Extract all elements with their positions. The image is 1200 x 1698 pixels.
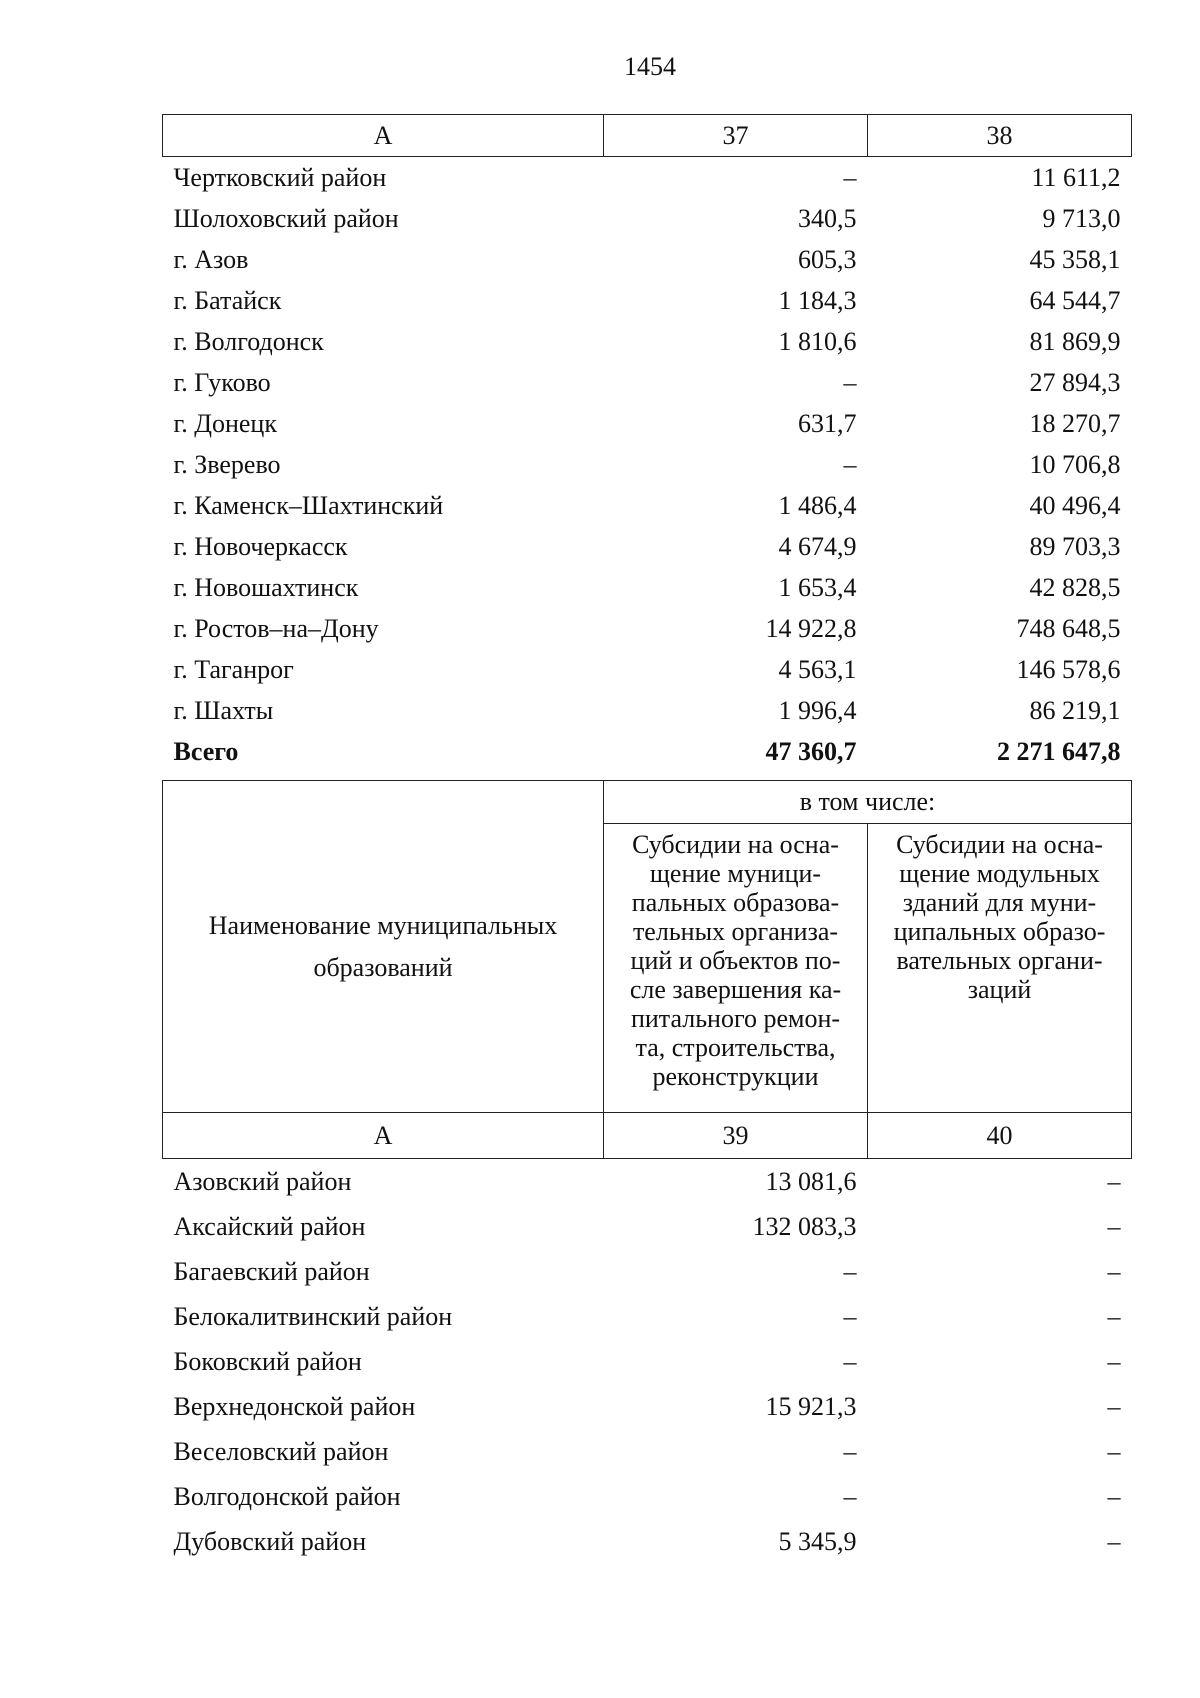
table-row bbox=[163, 567, 1132, 608]
value-c37: 340,5 bbox=[798, 204, 857, 233]
budget-table-part-2 bbox=[162, 780, 1132, 1564]
municipality-name: г. Азов bbox=[173, 245, 249, 274]
value-c37: 1 486,4 bbox=[778, 491, 857, 520]
value-c37: 605,3 bbox=[798, 245, 857, 274]
municipality-name: г. Ростов–на–Дону bbox=[173, 614, 379, 643]
municipality-name: г. Каменск–Шахтинский bbox=[173, 491, 444, 520]
table-row bbox=[163, 690, 1132, 731]
value-c39: – bbox=[843, 1437, 857, 1466]
table-row bbox=[163, 1204, 1132, 1249]
table-row bbox=[163, 362, 1132, 403]
value-c38: 18 270,7 bbox=[1029, 409, 1121, 438]
column-39-header: Субсидии на осна- щение муници- пальных образова- тельных организа- ций и объектов по- сле завершения ка- питального ремон- та, строительства, реконструкции bbox=[604, 824, 868, 1113]
municipality-name-header: Наименование муниципальных образований bbox=[163, 781, 604, 1113]
table-row bbox=[163, 608, 1132, 649]
value-c39: – bbox=[843, 1347, 857, 1376]
value-c38: 146 578,6 bbox=[1016, 655, 1121, 684]
value-c40: – bbox=[1107, 1347, 1121, 1376]
value-c37: – bbox=[843, 163, 857, 192]
value-c38: 748 648,5 bbox=[1016, 614, 1121, 643]
municipality-name: Чертковский район bbox=[173, 163, 387, 192]
municipality-name: г. Таганрог bbox=[173, 655, 294, 684]
table-row bbox=[163, 280, 1132, 321]
column-40-header: Субсидии на осна- щение модульных зданий для муни- ципальных образо- вательных органи- заций bbox=[868, 824, 1132, 1113]
value-c38: 42 828,5 bbox=[1029, 573, 1121, 602]
value-c37: 1 184,3 bbox=[778, 286, 857, 315]
value-c39: 5 345,9 bbox=[778, 1527, 857, 1556]
value-c40: – bbox=[1107, 1527, 1121, 1556]
municipality-name: Боковский район bbox=[173, 1347, 362, 1376]
value-c37: 631,7 bbox=[798, 409, 857, 438]
value-c38: 9 713,0 bbox=[1042, 204, 1121, 233]
column-index-37: 37 bbox=[604, 115, 868, 157]
value-c38: 11 611,2 bbox=[1031, 163, 1121, 192]
column-index-a: А bbox=[163, 115, 604, 157]
table-row bbox=[163, 198, 1132, 239]
table-row bbox=[163, 1294, 1132, 1339]
municipality-name: Волгодонской район bbox=[173, 1482, 401, 1511]
table-row bbox=[163, 1384, 1132, 1429]
value-c38: 45 358,1 bbox=[1029, 245, 1121, 274]
table-row bbox=[163, 649, 1132, 690]
value-c38: 2 271 647,8 bbox=[997, 737, 1121, 766]
municipality-name: г. Батайск bbox=[173, 286, 282, 315]
value-c37: 4 563,1 bbox=[778, 655, 857, 684]
value-c37: – bbox=[843, 450, 857, 479]
municipality-name: г. Шахты bbox=[173, 696, 274, 725]
column-index-40: 40 bbox=[868, 1113, 1132, 1159]
value-c37: 1 810,6 bbox=[778, 327, 857, 356]
municipality-name: г. Новочеркасск bbox=[173, 532, 348, 561]
table-row bbox=[163, 1519, 1132, 1564]
municipality-name: Всего bbox=[173, 737, 239, 766]
municipality-name: Аксайский район bbox=[173, 1212, 366, 1241]
value-c37: 1 653,4 bbox=[778, 573, 857, 602]
value-c38: 40 496,4 bbox=[1029, 491, 1121, 520]
value-c40: – bbox=[1107, 1167, 1121, 1196]
value-c39: 15 921,3 bbox=[765, 1392, 857, 1421]
table-row bbox=[163, 1429, 1132, 1474]
total-row bbox=[163, 731, 1132, 772]
value-c39: – bbox=[843, 1302, 857, 1331]
municipality-name: Багаевский район bbox=[173, 1257, 370, 1286]
value-c37: 47 360,7 bbox=[765, 737, 857, 766]
municipality-name: Белокалитвинский район bbox=[173, 1302, 453, 1331]
table-row bbox=[163, 157, 1132, 199]
table-row bbox=[163, 1339, 1132, 1384]
column-index-38: 38 bbox=[868, 115, 1132, 157]
value-c39: – bbox=[843, 1482, 857, 1511]
municipality-name: Шолоховский район bbox=[173, 204, 399, 233]
value-c39: – bbox=[843, 1257, 857, 1286]
value-c38: 81 869,9 bbox=[1029, 327, 1121, 356]
page-number: 1454 bbox=[624, 52, 676, 81]
table-row bbox=[163, 1249, 1132, 1294]
table-row bbox=[163, 239, 1132, 280]
value-c38: 86 219,1 bbox=[1029, 696, 1121, 725]
municipality-name: г. Гуково bbox=[173, 368, 271, 397]
value-c37: 4 674,9 bbox=[778, 532, 857, 561]
value-c40: – bbox=[1107, 1437, 1121, 1466]
value-c40: – bbox=[1107, 1392, 1121, 1421]
value-c38: 27 894,3 bbox=[1029, 368, 1121, 397]
value-c39: 132 083,3 bbox=[752, 1212, 857, 1241]
value-c37: – bbox=[843, 368, 857, 397]
value-c37: 1 996,4 bbox=[778, 696, 857, 725]
value-c38: 64 544,7 bbox=[1029, 286, 1121, 315]
value-c37: 14 922,8 bbox=[765, 614, 857, 643]
municipality-name: г. Волгодонск bbox=[173, 327, 324, 356]
column-index-header bbox=[163, 1113, 1132, 1159]
value-c38: 89 703,3 bbox=[1029, 532, 1121, 561]
value-c40: – bbox=[1107, 1302, 1121, 1331]
header-row-in-total bbox=[163, 781, 1132, 824]
table-row bbox=[163, 1474, 1132, 1519]
municipality-name: г. Зверево bbox=[173, 450, 281, 479]
value-c40: – bbox=[1107, 1212, 1121, 1241]
municipality-name: Верхнедонской район bbox=[173, 1392, 416, 1421]
value-c39: 13 081,6 bbox=[765, 1167, 857, 1196]
table-row bbox=[163, 1159, 1132, 1205]
municipality-name: г. Новошахтинск bbox=[173, 573, 359, 602]
municipality-name: Дубовский район bbox=[173, 1527, 367, 1556]
table-row bbox=[163, 444, 1132, 485]
value-c40: – bbox=[1107, 1257, 1121, 1286]
municipality-name: Азовский район bbox=[173, 1167, 352, 1196]
municipality-name: Веселовский район bbox=[173, 1437, 389, 1466]
column-index-39: 39 bbox=[604, 1113, 868, 1159]
municipality-name: г. Донецк bbox=[173, 409, 277, 438]
budget-table-part-1 bbox=[162, 114, 1132, 772]
table-row bbox=[163, 526, 1132, 567]
table-row bbox=[163, 321, 1132, 362]
value-c40: – bbox=[1107, 1482, 1121, 1511]
value-c38: 10 706,8 bbox=[1029, 450, 1121, 479]
table-row bbox=[163, 485, 1132, 526]
in-total-header: в том числе: bbox=[604, 781, 1132, 824]
table-row bbox=[163, 403, 1132, 444]
column-index-header bbox=[163, 115, 1132, 157]
column-index-a: А bbox=[163, 1113, 604, 1159]
